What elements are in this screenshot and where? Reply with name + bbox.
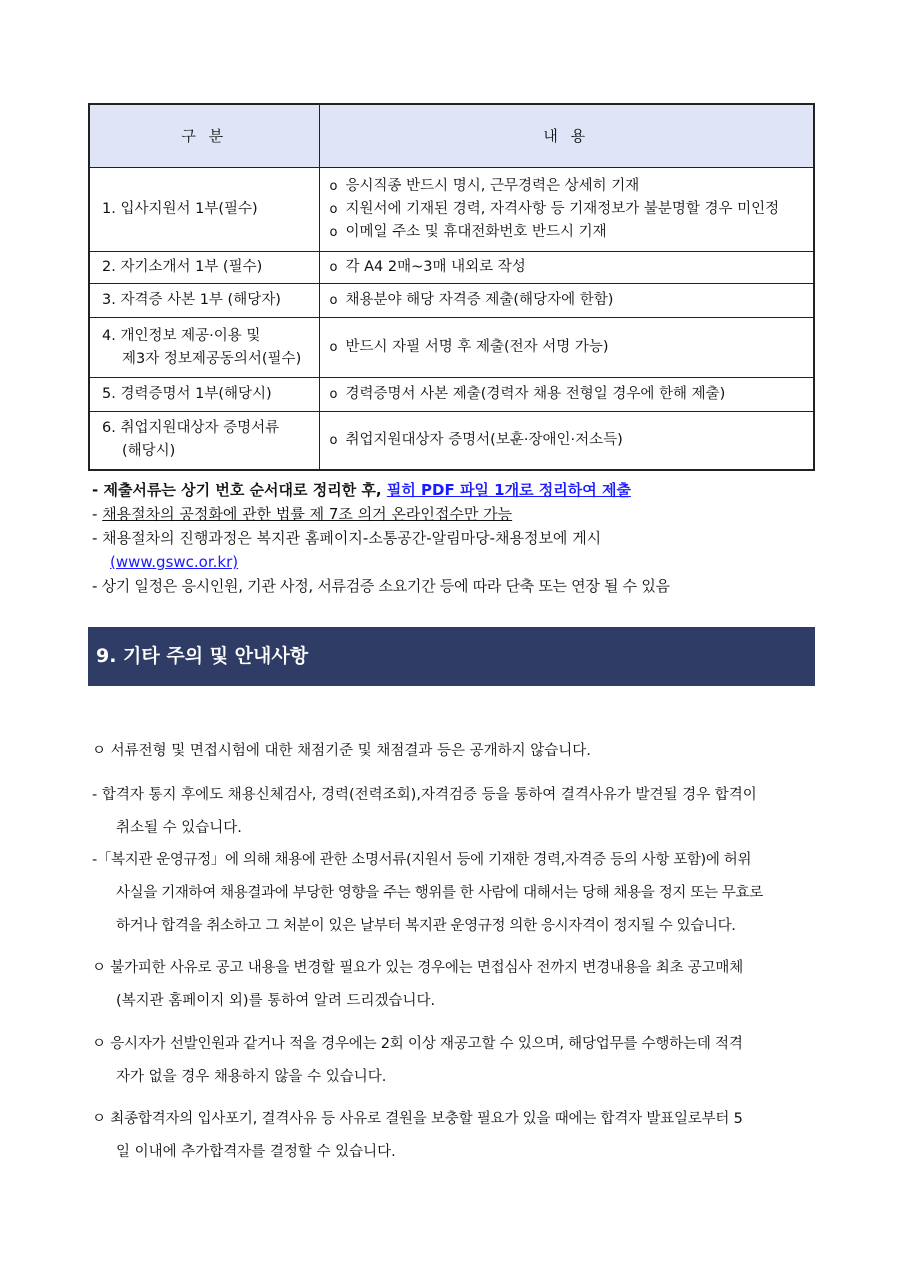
- table-row: [89, 318, 814, 378]
- list-item: o 경력증명서 사본 제출(경력자 채용 전형일 경우에 한해 제출): [330, 383, 804, 406]
- row-label: 5. 경력증명서 1부(해당시): [89, 378, 319, 412]
- list-item: o 지원서에 기재된 경력, 자격사항 등 기재정보가 불분명할 경우 미인정: [330, 198, 804, 221]
- notice-item: ㅇ 최종합격자의 입사포기, 결격사유 등 사유로 결원을 보충할 필요가 있을 때에는 합격자 발표일로부터 5 일 이내에 추가합격자를 결정할 수 있습니다.: [92, 1111, 743, 1160]
- table-row: [89, 168, 814, 252]
- row-content: [319, 378, 814, 412]
- row-label: 1. 입사지원서 1부(필수): [89, 168, 319, 252]
- table-row: [89, 412, 814, 470]
- list-item: o 반드시 자필 서명 후 제출(전자 서명 가능): [330, 336, 804, 359]
- note-schedule: - 상기 일정은 응시인원, 기관 사정, 서류검증 소요기간 등에 따라 단축 또는 연장 될 수 있음: [92, 577, 670, 595]
- website-link[interactable]: (www.gswc.or.kr): [110, 553, 239, 571]
- row-content: [319, 252, 814, 284]
- row-label: 2. 자기소개서 1부 (필수): [89, 252, 319, 284]
- row-label: 3. 자격증 사본 1부 (해당자): [89, 284, 319, 318]
- list-item: o 응시직종 반드시 명시, 근무경력은 상세히 기재: [330, 175, 804, 198]
- list-item: o 채용분야 해당 자격증 제출(해당자에 한함): [330, 289, 804, 312]
- list-item: o 이메일 주소 및 휴대전화번호 반드시 기재: [330, 221, 804, 244]
- table-header-row: [89, 104, 814, 168]
- notice-item: ㅇ 불가피한 사유로 공고 내용을 변경할 필요가 있는 경우에는 면접심사 전까지 변경내용을 최초 공고매체 (복지관 홈페이지 외)를 통하여 알려 드리겠습니다.: [92, 960, 744, 1009]
- header-category: 구 분: [89, 104, 319, 168]
- row-content: [319, 284, 814, 318]
- notice-item: - 합격자 통지 후에도 채용신체검사, 경력(전력조회),자격검증 등을 통하여 결격사유가 발견될 경우 합격이 취소될 수 있습니다.: [92, 787, 757, 836]
- table-row: [89, 378, 814, 412]
- table-row: [89, 252, 814, 284]
- note-posting: - 채용절차의 진행과정은 복지관 홈페이지-소통공간-알림마당-채용정보에 게시: [92, 529, 602, 547]
- note-pdf: - 제출서류는 상기 번호 순서대로 정리한 후, 필히 PDF 파일 1개로 정리하여 제출: [92, 481, 631, 499]
- row-content: [319, 412, 814, 470]
- documents-table: [88, 103, 815, 471]
- row-label: 4. 개인정보 제공·이용 및 제3자 정보제공동의서(필수): [89, 318, 319, 378]
- notice-item: -「복지관 운영규정」에 의해 채용에 관한 소명서류(지원서 등에 기재한 경력,자격증 등의 사항 포함)에 허위 사실을 기재하여 채용결과에 부당한 영향을 주는 행위를 한 사람에 대해서는 당해 채용을 정지 또는 무효로 하거나 합격을 취소하고 그 처분이 있은 날부터 복지관 운영규정 의한 응시자격이 정지될 수 있습니다.: [92, 852, 763, 934]
- notice-item: ㅇ 응시자가 선발인원과 같거나 적을 경우에는 2회 이상 재공고할 수 있으며, 해당업무를 수행하는데 적격 자가 없을 경우 채용하지 않을 수 있습니다.: [92, 1036, 743, 1085]
- row-label: 6. 취업지원대상자 증명서류 (해당시): [89, 412, 319, 470]
- section-title: 9. 기타 주의 및 안내사항: [88, 627, 815, 686]
- list-item: o 취업지원대상자 증명서(보훈·장애인·저소득): [330, 429, 804, 452]
- note-online: - 채용절차의 공정화에 관한 법률 제 7조 의거 온라인접수만 가능: [92, 505, 513, 523]
- list-item: o 각 A4 2매~3매 내외로 작성: [330, 256, 804, 279]
- notice-item: ㅇ 서류전형 및 면접시험에 대한 채점기준 및 채점결과 등은 공개하지 않습니다.: [92, 743, 591, 759]
- row-content: [319, 318, 814, 378]
- table-row: [89, 284, 814, 318]
- header-content: 내 용: [319, 104, 814, 168]
- row-content: [319, 168, 814, 252]
- submission-notes: [92, 478, 822, 598]
